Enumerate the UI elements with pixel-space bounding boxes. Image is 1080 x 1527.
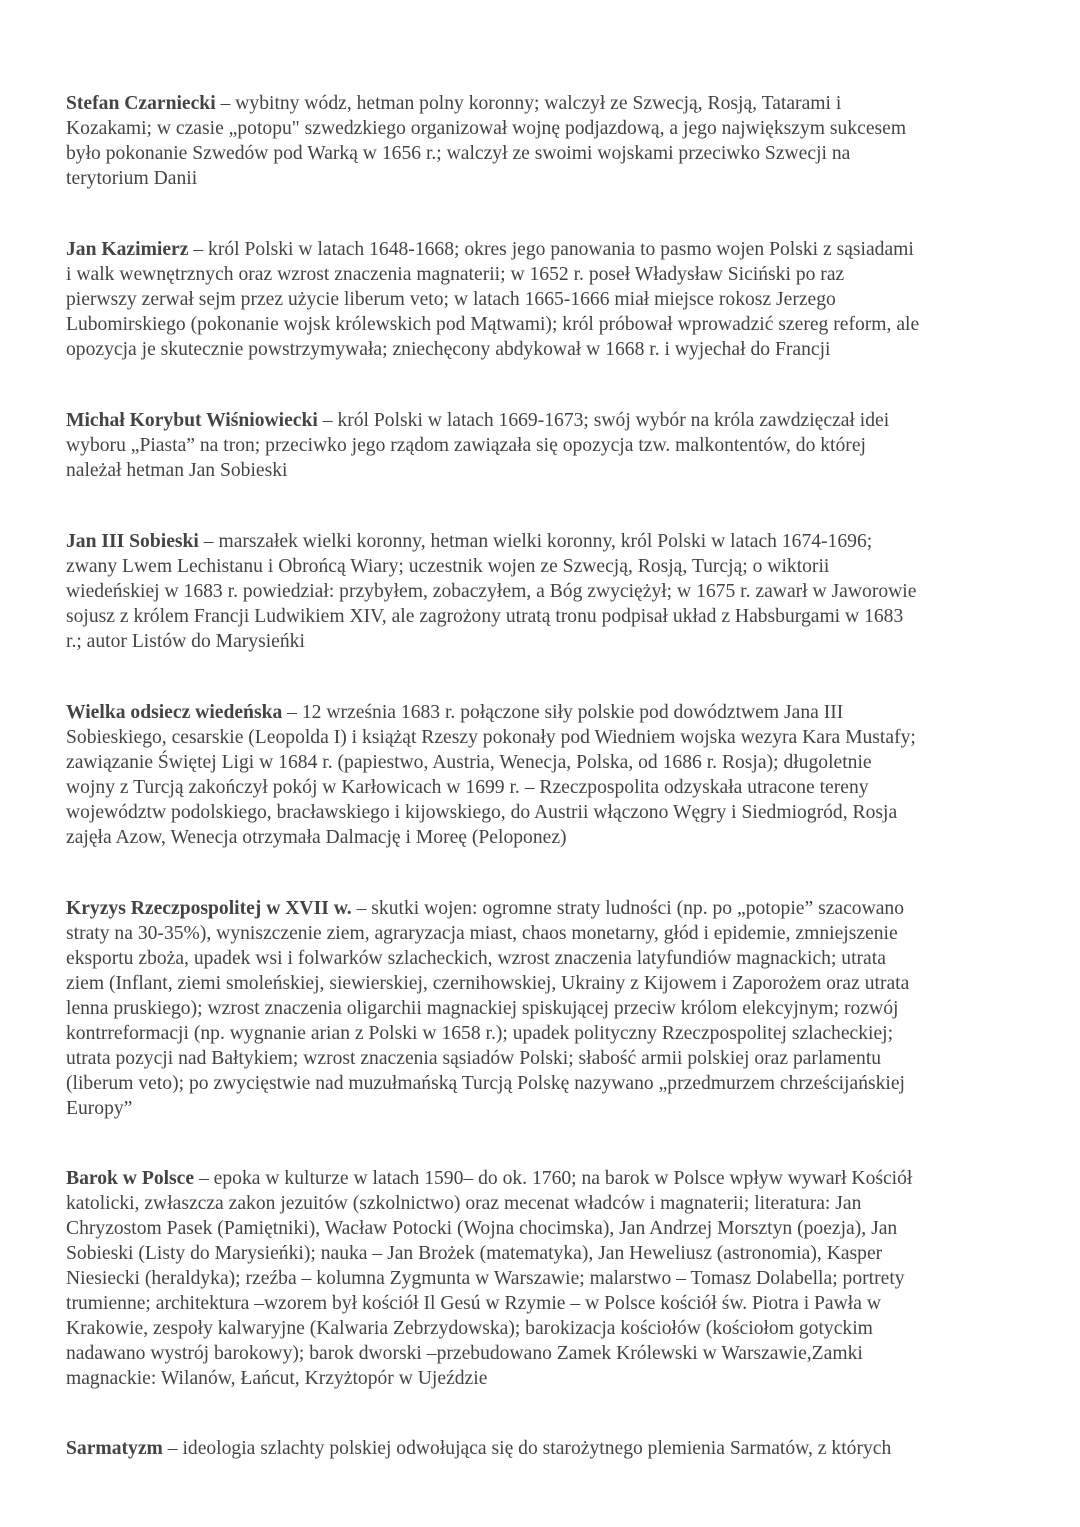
entry-text: – marszałek wielki koronny, hetman wielki koronny, król Polski w latach 1674-1696; zwany Lwem Lechistanu i Obrońcą Wiary; uczestnik wojen ze Szwecją, Rosją, Turcją; o wiktorii wiedeńskiej w 1683 r. powiedział: przybyłem, zobaczyłem, a Bóg zwyciężył; w 1675 r. zawarł w Jaworowie sojusz z królem Francji Ludwikiem XIV, ale zagrożony utratą tronu podpisał układ z Habsburgami w 1683 r.; autor Listów do Marysieńki: [66, 531, 917, 652]
entry-text: – skutki wojen: ogromne straty ludności (np. po „potopie” szacowano straty na 30-35%), wyniszczenie ziem, agraryzacja miast, chaos monetarny, głód i epidemie, zmniejszenie eksportu zboża, upadek wsi i folwarków szlacheckich, wzrost znaczenia latyfundiów magnackich; utrata ziem (Inflant, ziemi smoleńskiej, siewierskiej, czernihowskiej, Ukrainy z Kijowem i Zaporożem oraz utrata lenna pruskiego); wzrost znaczenia oligarchii magnackiej spiskującej przeciw królom elekcyjnym; rozwój kontrreformacji (np. wygnanie arian z Polski w 1658 r.); upadek polityczny Rzeczpospolitej szlacheckiej; utrata pozycji nad Bałtykiem; wzrost znaczenia sąsiadów Polski; słabość armii polskiej oraz parlamentu (liberum veto); po zwycięstwie nad muzułmańską Turcją Polskę nazywano „przedmurzem chrześcijańskiej Europy”: [66, 898, 910, 1119]
entry-term: Barok w Polsce: [66, 1168, 195, 1189]
entry-term: Sarmatyzm: [66, 1438, 163, 1459]
entry-stefan-czarniecki: [66, 91, 1026, 191]
entry-barok-w-polsce: [66, 1166, 1026, 1391]
entry-text: – 12 września 1683 r. połączone siły polskie pod dowództwem Jana III Sobieskiego, cesarskie (Leopolda I) i książąt Rzeszy pokonały pod Wiedniem wojska wezyra Kara Mustafy; zawiązanie Świętej Ligi w 1684 r. (papiestwo, Austria, Wenecja, Polska, od 1686 r. Rosja); długoletnie wojny z Turcją zakończył pokój w Karłowicach w 1699 r. – Rzeczpospolita odzyskała utracone tereny województw podolskiego, bracławskiego i kijowskiego, do Austrii włączono Węgry i Siedmiogród, Rosja zajęła Azow, Wenecja otrzymała Dalmację i Moreę (Peloponez): [66, 702, 916, 848]
entry-text: – ideologia szlachty polskiej odwołująca się do starożytnego plemienia Sarmatów, z których: [162, 1438, 892, 1459]
entry-michal-korybut-wisniowiecki: [66, 408, 1026, 483]
entry-term: Kryzys Rzeczpospolitej w XVII w.: [66, 898, 352, 919]
entry-jan-iii-sobieski: [66, 529, 1026, 654]
entry-term: Jan Kazimierz: [66, 239, 189, 260]
entry-wielka-odsiecz-wiedenska: [66, 700, 1026, 850]
entry-term: Jan III Sobieski: [66, 531, 199, 552]
entry-term: Stefan Czarniecki: [66, 93, 216, 114]
entry-term: Michał Korybut Wiśniowiecki: [66, 410, 318, 431]
entry-kryzys-rzeczpospolitej: [66, 896, 1026, 1121]
entry-jan-kazimierz: [66, 237, 1026, 362]
entry-text: – król Polski w latach 1648-1668; okres jego panowania to pasmo wojen Polski z sąsiadami i walk wewnętrznych oraz wzrost znaczenia magnaterii; w 1652 r. poseł Władysław Siciński po raz pierwszy zerwał sejm przez użycie liberum veto; w latach 1665-1666 miał miejsce rokosz Jerzego Lubomirskiego (pokonanie wojsk królewskich pod Mątwami); król próbował wprowadzić szereg reform, ale opozycja je skutecznie powstrzymywała; zniechęcony abdykował w 1668 r. i wyjechał do Francji: [66, 239, 920, 360]
entry-sarmatyzm: [66, 1436, 1026, 1461]
entry-text: – epoka w kulturze w latach 1590– do ok. 1760; na barok w Polsce wpływ wywarł Kościół katolicki, zwłaszcza zakon jezuitów (szkolnictwo) oraz mecenat władców i magnaterii; literatura: Jan Chryzostom Pasek (Pamiętniki), Wacław Potocki (Wojna chocimska), Jan Andrzej Morsztyn (poezja), Jan Sobieski (Listy do Marysieńki); nauka – Jan Brożek (matematyka), Jan Heweliusz (astronomia), Kasper Niesiecki (heraldyka); rzeźba – kolumna Zygmunta w Warszawie; malarstwo – Tomasz Dolabella; portrety trumienne; architektura –wzorem był kościół Il Gesú w Rzymie – w Polsce kościół św. Piotra i Pawła w Krakowie, zespoły kalwaryjne (Kalwaria Zebrzydowska); barokizacja kościołów (kościołom gotyckim nadawano wystrój barokowy); barok dworski –przebudowano Zamek Królewski w Warszawie,Zamki magnackie: Wilanów, Łańcut, Krzyżtopór w Ujeździe: [66, 1168, 913, 1389]
entry-text: – wybitny wódz, hetman polny koronny; walczył ze Szwecją, Rosją, Tatarami i Kozakami; w czasie „potopu" szwedzkiego organizował wojnę podjazdową, a jego największym sukcesem było pokonanie Szwedów pod Warką w 1656 r.; walczył ze swoimi wojskami przeciwko Szwecji na terytorium Danii: [66, 93, 907, 189]
entry-term: Wielka odsiecz wiedeńska: [66, 702, 283, 723]
entry-text: – król Polski w latach 1669-1673; swój wybór na króla zawdzięczał idei wyboru „Piasta” na tron; przeciwko jego rządom zawiązała się opozycja tzw. malkontentów, do której należał hetman Jan Sobieski: [66, 410, 890, 481]
